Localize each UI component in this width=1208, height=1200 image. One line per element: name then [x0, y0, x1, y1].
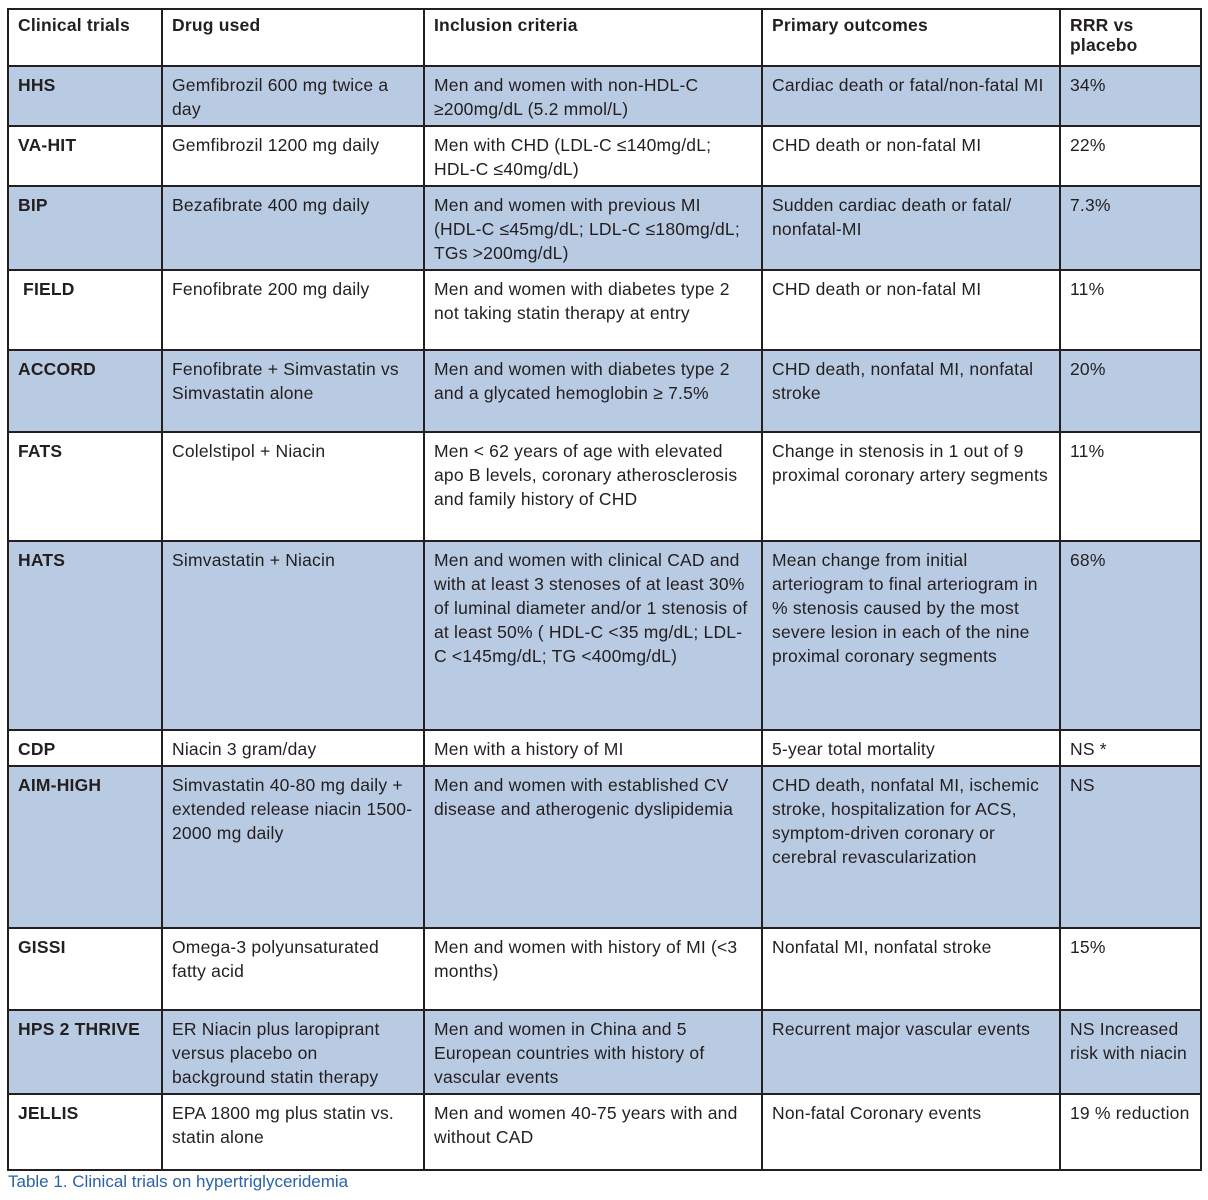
table-row — [8, 432, 1201, 541]
table-row — [8, 270, 1201, 350]
inclusion-cell: Men and women with previous MI (HDL-C ≤45mg/dL; LDL-C ≤180mg/dL; TGs >200mg/dL) — [424, 186, 762, 270]
rrr-cell: 22% — [1060, 126, 1201, 186]
trial-name-cell: BIP — [8, 186, 162, 270]
inclusion-cell: Men and women in China and 5 European countries with history of vascular events — [424, 1010, 762, 1094]
trial-name-cell: ACCORD — [8, 350, 162, 432]
inclusion-cell: Men and women with established CV disease and atherogenic dyslipidemia — [424, 766, 762, 928]
rrr-cell: 15% — [1060, 928, 1201, 1010]
drug-cell: Colelstipol + Niacin — [162, 432, 424, 541]
inclusion-cell: Men and women with diabetes type 2 not taking statin therapy at entry — [424, 270, 762, 350]
outcomes-cell: Change in stenosis in 1 out of 9 proximal coronary artery segments — [762, 432, 1060, 541]
rrr-cell: 34% — [1060, 66, 1201, 126]
inclusion-cell: Men and women with clinical CAD and with at least 3 stenoses of at least 30% of luminal diameter and/or 1 stenosis of at least 50% ( HDL-C <35 mg/dL; LDL-C <145mg/dL; TG <400mg/dL) — [424, 541, 762, 730]
outcomes-cell: Mean change from initial arteriogram to final arteriogram in % stenosis caused by the most severe lesion in each of the nine proximal coronary segments — [762, 541, 1060, 730]
drug-cell: Bezafibrate 400 mg daily — [162, 186, 424, 270]
rrr-cell: NS * — [1060, 730, 1201, 766]
header-primary-outcomes: Primary outcomes — [762, 9, 1060, 66]
rrr-cell: NS — [1060, 766, 1201, 928]
outcomes-cell: CHD death, nonfatal MI, nonfatal stroke — [762, 350, 1060, 432]
table-row — [8, 126, 1201, 186]
outcomes-cell: 5-year total mortality — [762, 730, 1060, 766]
table-row — [8, 1094, 1201, 1170]
table-row — [8, 186, 1201, 270]
header-row — [8, 9, 1201, 66]
table-row — [8, 350, 1201, 432]
drug-cell: Niacin 3 gram/day — [162, 730, 424, 766]
rrr-cell: NS Increased risk with niacin — [1060, 1010, 1201, 1094]
header-rrr-vs-placebo: RRR vs placebo — [1060, 9, 1201, 66]
drug-cell: Simvastatin 40-80 mg daily + extended release niacin 1500-2000 mg daily — [162, 766, 424, 928]
trial-name-cell: FIELD — [8, 270, 162, 350]
inclusion-cell: Men and women with non-HDL-C ≥200mg/dL (5.2 mmol/L) — [424, 66, 762, 126]
trial-name-cell: CDP — [8, 730, 162, 766]
trial-name-cell: VA-HIT — [8, 126, 162, 186]
drug-cell: ER Niacin plus laropiprant versus placebo on background statin therapy — [162, 1010, 424, 1094]
outcomes-cell: CHD death, nonfatal MI, ischemic stroke, hospitalization for ACS, symptom-driven coronary or cerebral revascularization — [762, 766, 1060, 928]
inclusion-cell: Men and women 40-75 years with and without CAD — [424, 1094, 762, 1170]
trial-name-cell: JELLIS — [8, 1094, 162, 1170]
table-row — [8, 66, 1201, 126]
rrr-cell: 20% — [1060, 350, 1201, 432]
outcomes-cell: Nonfatal MI, nonfatal stroke — [762, 928, 1060, 1010]
drug-cell: Omega-3 polyunsaturated fatty acid — [162, 928, 424, 1010]
trial-name-cell: HATS — [8, 541, 162, 730]
drug-cell: EPA 1800 mg plus statin vs. statin alone — [162, 1094, 424, 1170]
table-row — [8, 541, 1201, 730]
drug-cell: Simvastatin + Niacin — [162, 541, 424, 730]
drug-cell: Fenofibrate 200 mg daily — [162, 270, 424, 350]
table-row — [8, 766, 1201, 928]
inclusion-cell: Men with a history of MI — [424, 730, 762, 766]
outcomes-cell: CHD death or non-fatal MI — [762, 126, 1060, 186]
rrr-cell: 7.3% — [1060, 186, 1201, 270]
outcomes-cell: Non-fatal Coronary events — [762, 1094, 1060, 1170]
table-row — [8, 928, 1201, 1010]
trial-name-cell: HHS — [8, 66, 162, 126]
rrr-cell: 68% — [1060, 541, 1201, 730]
outcomes-cell: Recurrent major vascular events — [762, 1010, 1060, 1094]
table-row — [8, 1010, 1201, 1094]
header-drug-used: Drug used — [162, 9, 424, 66]
outcomes-cell: Sudden cardiac death or fatal/ nonfatal-MI — [762, 186, 1060, 270]
table-caption: Table 1. Clinical trials on hypertriglyceridemia — [8, 1172, 349, 1191]
inclusion-cell: Men with CHD (LDL-C ≤140mg/dL; HDL-C ≤40mg/dL) — [424, 126, 762, 186]
drug-cell: Gemfibrozil 600 mg twice a day — [162, 66, 424, 126]
rrr-cell: 19 % reduction — [1060, 1094, 1201, 1170]
inclusion-cell: Men < 62 years of age with elevated apo B levels, coronary atherosclerosis and family history of CHD — [424, 432, 762, 541]
trial-name-cell: GISSI — [8, 928, 162, 1010]
rrr-cell: 11% — [1060, 432, 1201, 541]
header-clinical-trials: Clinical trials — [8, 9, 162, 66]
inclusion-cell: Men and women with diabetes type 2 and a glycated hemoglobin ≥ 7.5% — [424, 350, 762, 432]
trial-name-cell: HPS 2 THRIVE — [8, 1010, 162, 1094]
outcomes-cell: Cardiac death or fatal/non-fatal MI — [762, 66, 1060, 126]
drug-cell: Gemfibrozil 1200 mg daily — [162, 126, 424, 186]
drug-cell: Fenofibrate + Simvastatin vs Simvastatin alone — [162, 350, 424, 432]
table-row — [8, 730, 1201, 766]
trial-name-cell: AIM-HIGH — [8, 766, 162, 928]
header-inclusion-criteria: Inclusion criteria — [424, 9, 762, 66]
clinical-trials-table — [7, 8, 1202, 1171]
inclusion-cell: Men and women with history of MI (<3 months) — [424, 928, 762, 1010]
outcomes-cell: CHD death or non-fatal MI — [762, 270, 1060, 350]
rrr-cell: 11% — [1060, 270, 1201, 350]
trial-name-cell: FATS — [8, 432, 162, 541]
